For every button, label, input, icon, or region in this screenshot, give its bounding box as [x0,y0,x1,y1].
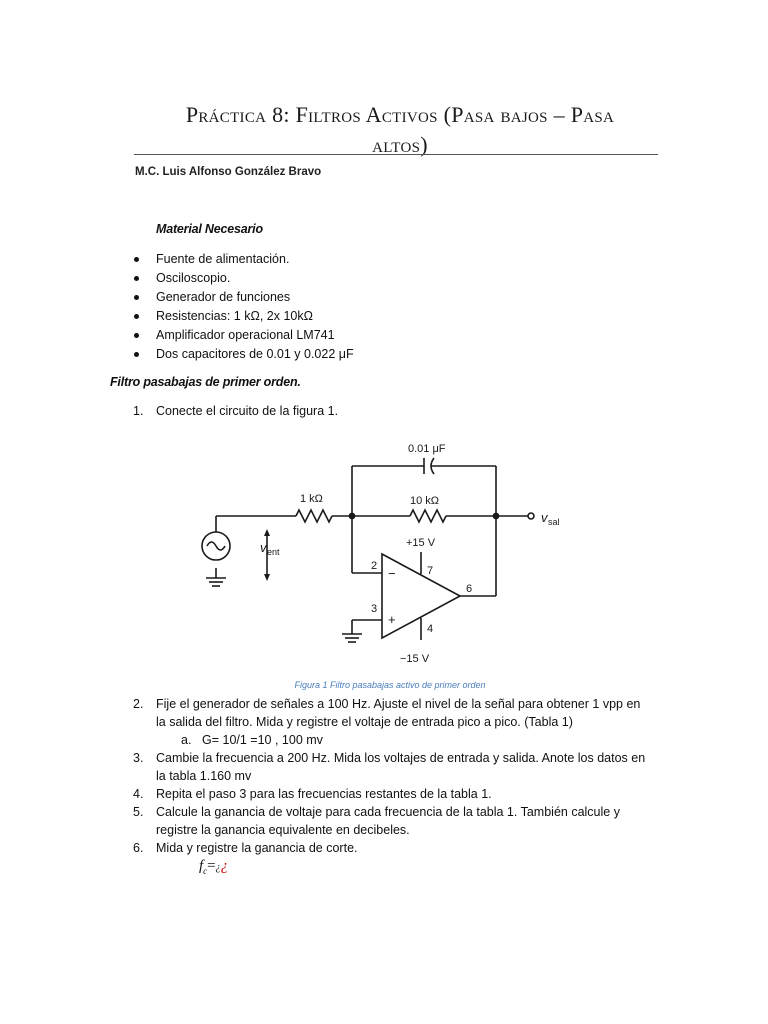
pin4-label: 4 [427,623,434,635]
vout-sub: sal [548,517,560,527]
step-text: Fije el generador de señales a 100 Hz. Ajuste el nivel de la señal para obtener 1 vpp en la salida del filtro. Mida y registre el voltaje de entrada pico a pico. (Tabla 1) [156,697,641,729]
step-text: Mida y registre la ganancia de corte. [156,841,358,855]
bullet-icon [134,352,139,357]
material-list [131,250,354,364]
cutoff-formula: $f_c=¿¿$ [199,858,229,876]
list-item: Dos capacitores de 0.01 y 0.022 μF [131,345,354,364]
r1-label: 1 kΩ [300,493,323,505]
bullet-icon [134,314,139,319]
step-text: Conecte el circuito de la figura 1. [156,404,339,418]
list-item: Generador de funciones [131,288,354,307]
title-line-2: altos) [372,132,428,157]
pin6-label: 6 [466,583,473,595]
vin-sub: ent [267,547,280,557]
step-text: Calcule la ganancia de voltaje para cada frecuencia de la tabla 1. También calcule y registre la ganancia equivalente en decibeles. [156,805,620,837]
capacitor-label: 0.01 μF [408,443,446,455]
title-line-1: Práctica 8: Filtros Activos (Pasa bajos – Pasa [185,102,615,127]
step-number: 4. [133,787,144,801]
step-number: 2. [133,697,144,711]
vpos-label: +15 V [406,537,436,549]
arrow-up-icon [264,529,270,536]
list-item: Fuente de alimentación. [131,250,354,269]
step-number: 1. [133,404,144,418]
circuit-diagram [200,432,580,668]
step-text: Repita el paso 3 para las frecuencias restantes de la tabla 1. [156,787,492,801]
section-heading-lowpass: Filtro pasabajas de primer orden. [110,375,301,389]
list-item: Osciloscopio. [131,269,354,288]
author-name: M.C. Luis Alfonso González Bravo [135,166,322,178]
plus-sign: + [388,612,396,627]
pin2-label: 2 [371,560,378,572]
minus-sign: − [388,566,396,581]
substep-text: G= 10/1 =10 , 100 mv [202,733,323,747]
page-title [120,100,680,160]
step-number: 6. [133,841,144,855]
pin7-label: 7 [427,565,434,577]
figure-caption: Figura 1 Filtro pasabajas activo de primer orden [294,680,486,690]
step-number: 3. [133,751,144,765]
list-item: Amplificador operacional LM741 [131,326,354,345]
r2-label: 10 kΩ [410,495,440,507]
step-number: 5. [133,805,144,819]
material-heading: Material Necesario [156,222,263,236]
vin-label: v [260,540,267,555]
step-text: Cambie la frecuencia a 200 Hz. Mida los voltajes de entrada y salida. Anote los datos en la tabla 1.160 mv [156,751,646,783]
bullet-icon [134,257,139,262]
pin3-label: 3 [371,603,378,615]
bullet-icon [134,295,139,300]
bullet-icon [134,276,139,281]
substep-label: a. [181,733,192,747]
arrow-down-icon [264,574,270,581]
vneg-label: −15 V [400,653,430,665]
title-divider [134,154,658,155]
bullet-icon [134,333,139,338]
list-item: Resistencias: 1 kΩ, 2x 10kΩ [131,307,354,326]
vout-label: v [541,510,548,525]
